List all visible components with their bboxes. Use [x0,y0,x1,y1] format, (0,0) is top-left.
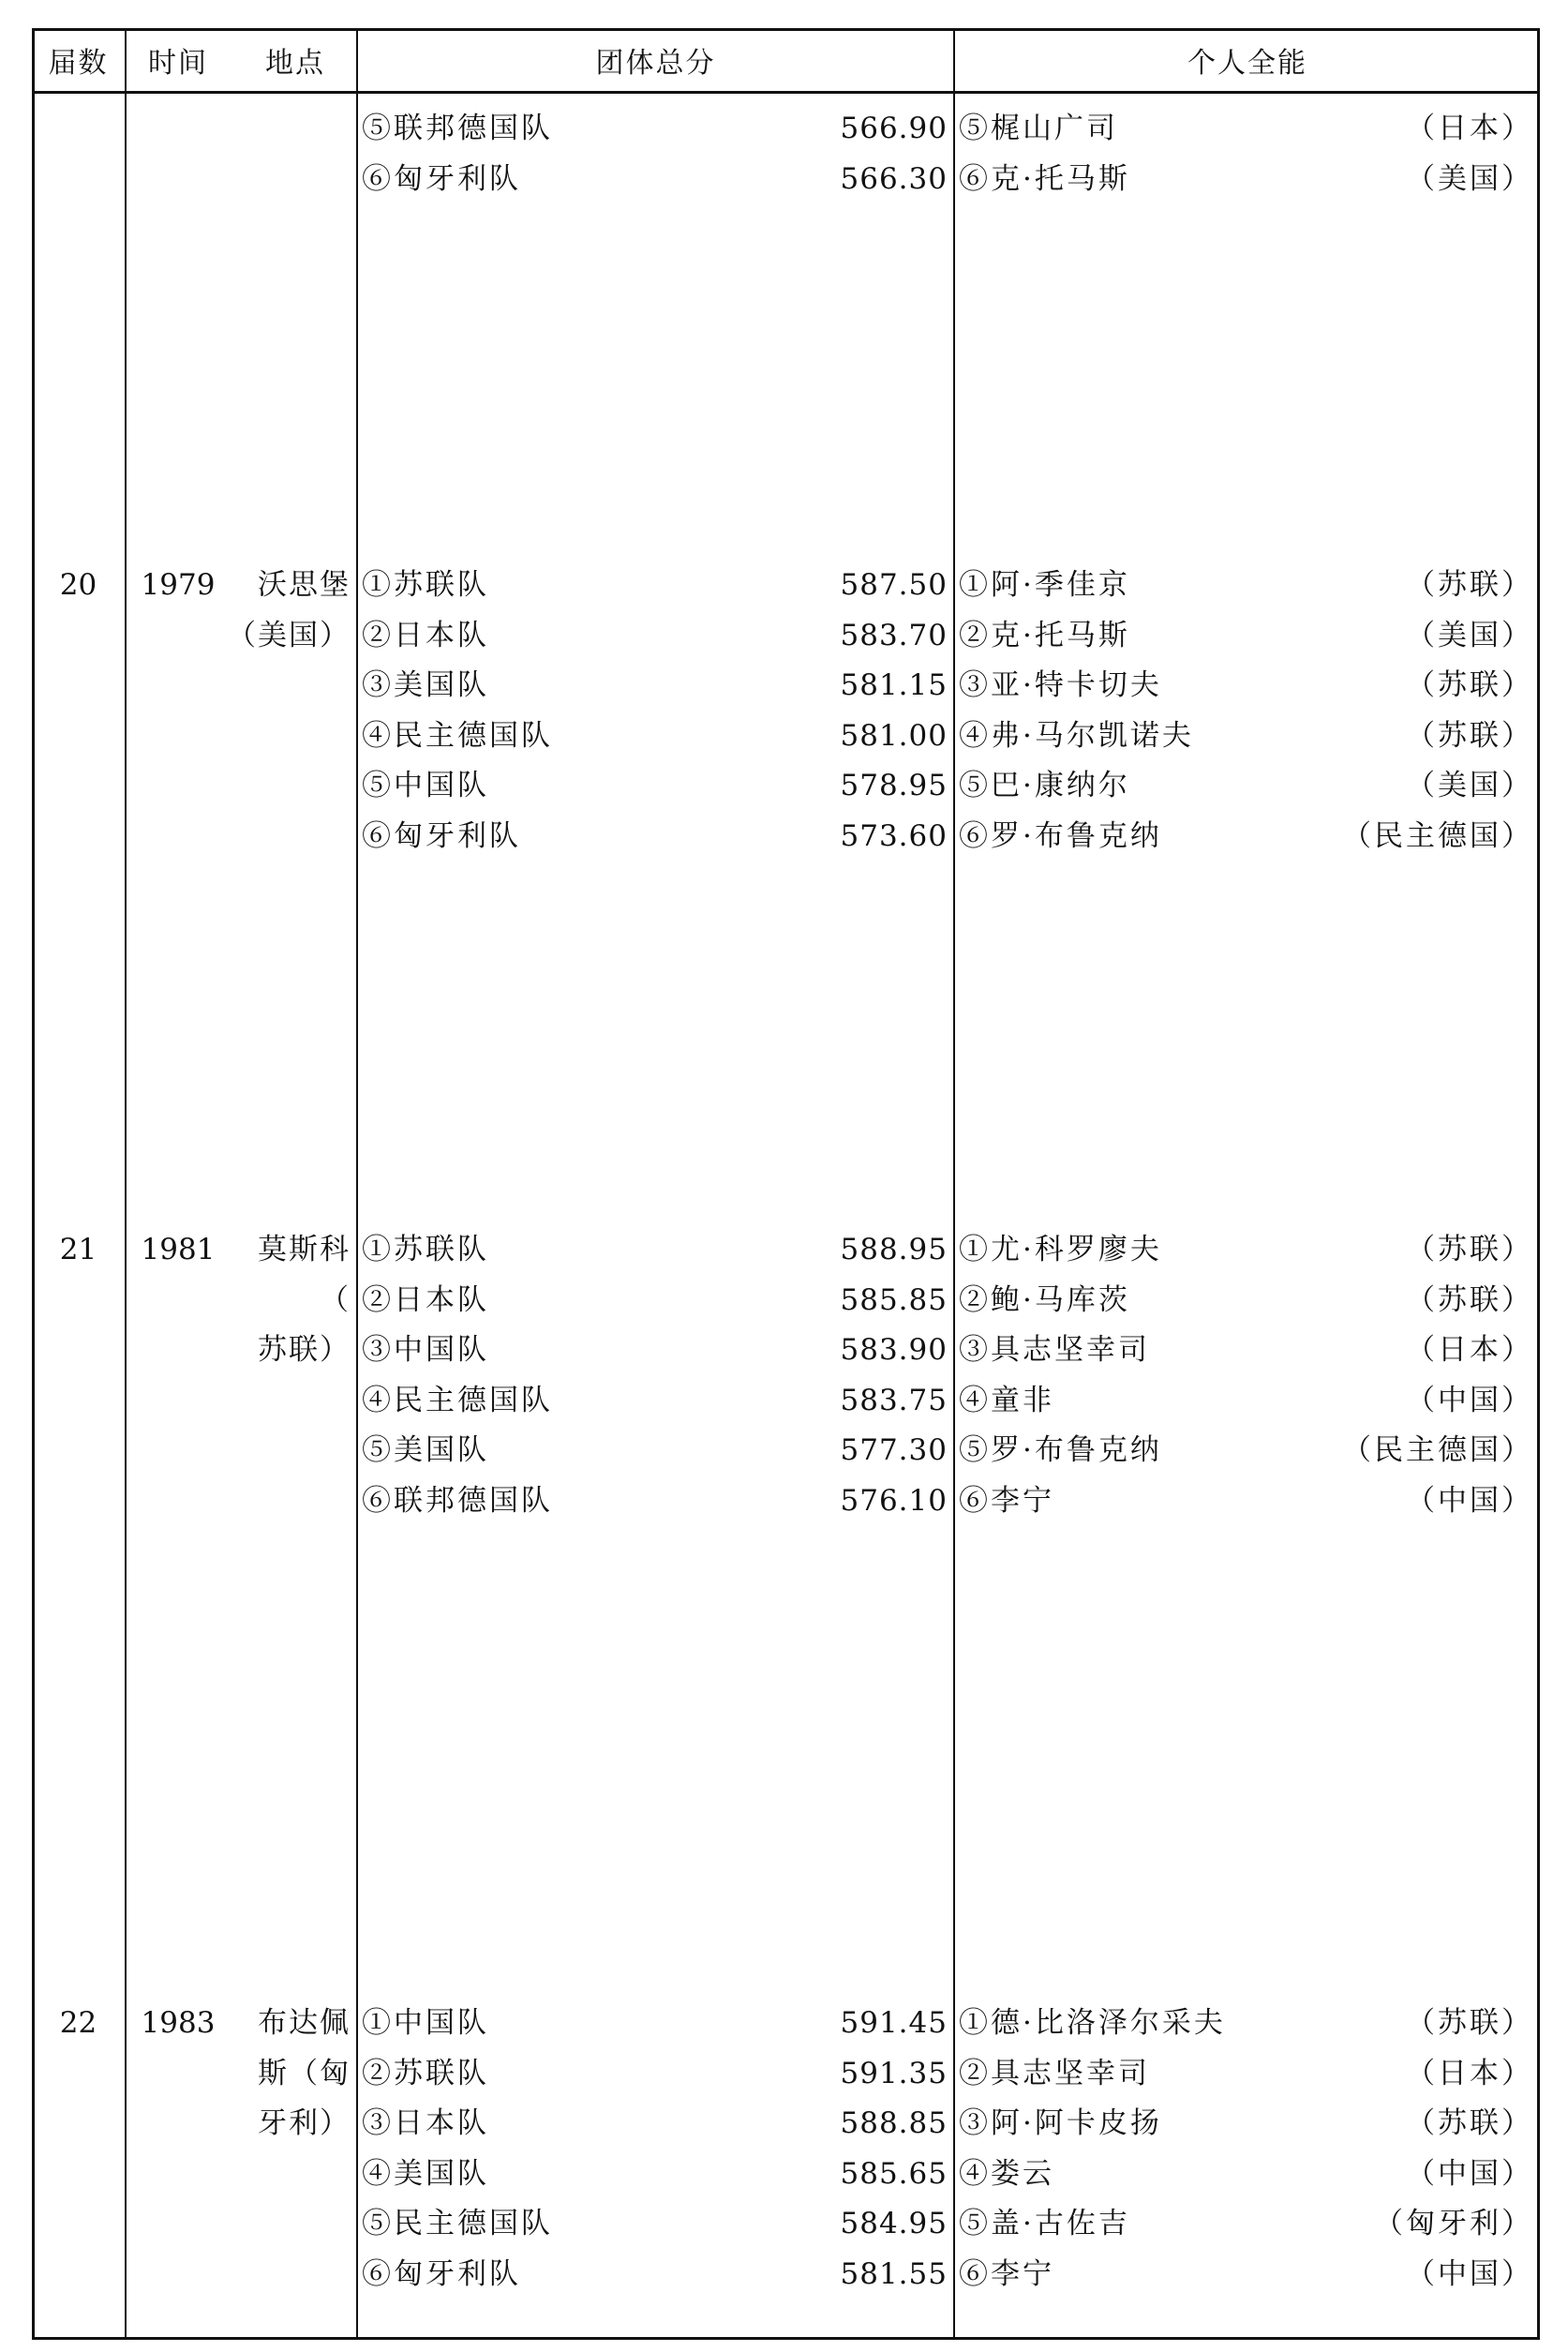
header-edition: 届数 [48,46,109,80]
team-name: ①苏联队 [362,568,489,602]
athlete-name: ①阿·季佳京 [959,568,1130,602]
team-name: ③美国队 [362,668,489,703]
team-score: 585.85 [840,1282,948,1317]
athlete-name: ④娄云 [959,2156,1054,2191]
header-individual: 个人全能 [1187,46,1307,80]
team-name: ②日本队 [362,618,489,652]
athlete-country: （美国） [1406,161,1533,196]
team-name: ④美国队 [362,2156,489,2191]
team-score: 581.00 [840,718,948,753]
athlete-name: ①德·比洛泽尔采夫 [959,2006,1226,2040]
athlete-name: ⑥李宁 [959,2257,1054,2291]
team-score: 566.90 [840,112,948,145]
team-name: ⑤美国队 [362,1433,489,1468]
athlete-country: （中国） [1406,2257,1533,2291]
athlete-name: ④弗·马尔凯诺夫 [959,718,1194,753]
team-name: ⑤民主德国队 [362,2207,553,2241]
team-name: ⑤中国队 [362,769,489,803]
place-line: 布达佩 [258,2006,351,2040]
athlete-country: （苏联） [1406,2106,1533,2141]
column-divider-edition [125,28,127,2340]
team-name: ⑥匈牙利队 [362,161,521,196]
edition-number: 22 [59,2006,97,2040]
year: 1979 [141,568,216,602]
team-name: ⑤联邦德国队 [362,112,553,145]
header-divider [32,91,1540,94]
athlete-name: ②鲍·马库茨 [959,1282,1130,1317]
team-name: ①苏联队 [362,1233,489,1266]
team-score: 584.95 [840,2207,948,2241]
year: 1981 [141,1233,216,1266]
team-score: 591.35 [840,2056,948,2090]
team-score: 577.30 [840,1433,948,1468]
team-score: 583.75 [840,1383,948,1417]
athlete-country: （日本） [1406,112,1533,145]
athlete-name: ④童非 [959,1383,1054,1417]
team-score: 591.45 [840,2006,948,2040]
athlete-name: ⑤梶山广司 [959,112,1118,145]
team-name: ③日本队 [362,2106,489,2141]
place-line: 斯（匈 [258,2056,351,2090]
place-line: 牙利） [258,2106,351,2141]
year: 1983 [141,2006,216,2040]
place-line: （美国） [227,618,351,652]
team-name: ②日本队 [362,1282,489,1317]
athlete-name: ⑥罗·布鲁克纳 [959,819,1162,853]
athlete-name: ②具志坚幸司 [959,2056,1150,2090]
column-divider-place [356,28,358,2340]
team-score: 576.10 [840,1484,948,1518]
team-score: 588.85 [840,2106,948,2141]
header-team: 团体总分 [595,46,716,80]
athlete-country: （中国） [1406,1484,1533,1518]
athlete-country: （苏联） [1406,2006,1533,2040]
table-frame [32,28,1540,2340]
team-score: 583.90 [840,1333,948,1368]
header-time: 时间 [148,46,208,80]
team-score: 581.15 [840,668,948,703]
athlete-country: （苏联） [1406,718,1533,753]
team-name: ④民主德国队 [362,1383,553,1417]
athlete-name: ⑤盖·古佐吉 [959,2207,1130,2241]
athlete-name: ③具志坚幸司 [959,1333,1150,1368]
athlete-country: （美国） [1406,618,1533,652]
team-score: 588.95 [840,1233,948,1266]
team-name: ②苏联队 [362,2056,489,2090]
athlete-country: （日本） [1406,2056,1533,2090]
athlete-name: ①尤·科罗廖夫 [959,1233,1162,1266]
place-line: 苏联） [258,1333,351,1368]
athlete-name: ③亚·特卡切夫 [959,668,1162,703]
athlete-name: ②克·托马斯 [959,618,1130,652]
team-score: 585.65 [840,2156,948,2191]
team-score: 583.70 [840,618,948,652]
athlete-country: （中国） [1406,2156,1533,2191]
athlete-name: ⑤巴·康纳尔 [959,769,1130,803]
athlete-name: ⑥克·托马斯 [959,161,1130,196]
athlete-country: （民主德国） [1342,1433,1533,1468]
edition-number: 20 [59,568,97,602]
team-name: ③中国队 [362,1333,489,1368]
place-line: 沃思堡 [258,568,351,602]
header-place: 地点 [265,46,325,80]
athlete-name: ⑤罗·布鲁克纳 [959,1433,1162,1468]
athlete-name: ③阿·阿卡皮扬 [959,2106,1162,2141]
team-score: 566.30 [840,161,948,196]
athlete-country: （苏联） [1406,1233,1533,1266]
team-score: 587.50 [840,568,948,602]
team-score: 573.60 [840,819,948,853]
athlete-country: （民主德国） [1342,819,1533,853]
team-name: ④民主德国队 [362,718,553,753]
athlete-name: ⑥李宁 [959,1484,1054,1518]
team-name: ⑥联邦德国队 [362,1484,553,1518]
column-divider-team [953,28,955,2340]
team-score: 581.55 [840,2257,948,2291]
team-name: ⑥匈牙利队 [362,2257,521,2291]
athlete-country: （苏联） [1406,668,1533,703]
place-line: （ [320,1282,351,1317]
athlete-country: （中国） [1406,1383,1533,1417]
team-name: ⑥匈牙利队 [362,819,521,853]
team-name: ①中国队 [362,2006,489,2040]
edition-number: 21 [59,1233,97,1266]
athlete-country: （日本） [1406,1333,1533,1368]
athlete-country: （苏联） [1406,1282,1533,1317]
athlete-country: （美国） [1406,769,1533,803]
team-score: 578.95 [840,769,948,803]
place-line: 莫斯科 [258,1233,351,1266]
athlete-country: （匈牙利） [1374,2207,1533,2241]
athlete-country: （苏联） [1406,568,1533,602]
